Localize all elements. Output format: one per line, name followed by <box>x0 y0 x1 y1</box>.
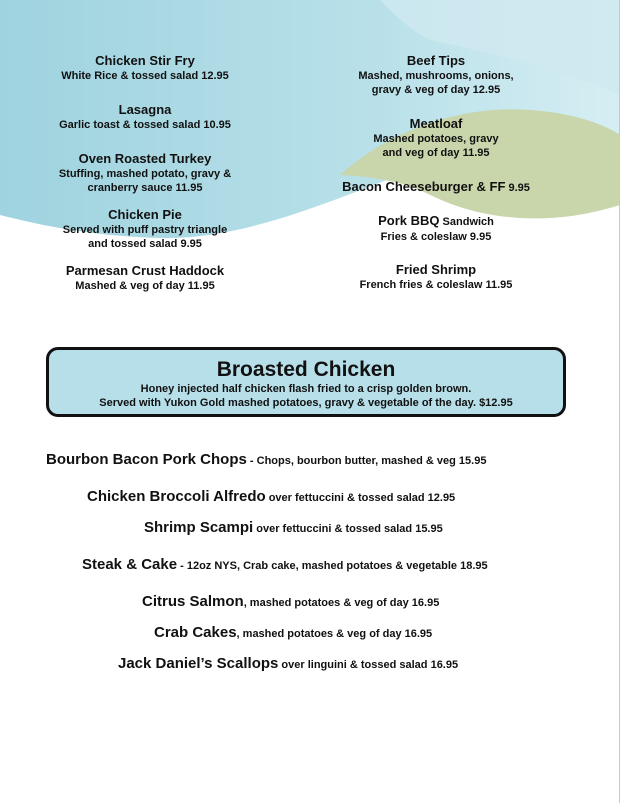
menu-item-right-3 <box>311 179 561 196</box>
special-name: Steak & Cake <box>82 556 178 573</box>
item-name: Fried Shrimp <box>395 262 477 277</box>
item-name: Chicken Stir Fry <box>95 53 195 68</box>
item-desc: and tossed salad 9.95 <box>88 238 202 250</box>
menu-item-left-1 <box>20 53 270 83</box>
item-name-suffix: Sandwich <box>439 216 494 228</box>
menu-item-left-5 <box>20 263 270 293</box>
special-name: Citrus Salmon <box>142 593 244 610</box>
item-desc: cranberry sauce 11.95 <box>87 182 203 194</box>
featured-box <box>46 347 566 417</box>
special-desc: over fettuccini & tossed salad 15.95 <box>253 523 443 535</box>
special-item <box>87 488 455 506</box>
item-name: Meatloaf <box>409 116 463 131</box>
special-desc: - 12oz NYS, Crab cake, mashed potatoes & vegetable 18.95 <box>177 560 488 572</box>
special-item <box>82 556 488 574</box>
item-name-line <box>311 213 561 230</box>
menu-item-left-4 <box>20 207 270 251</box>
item-name: Parmesan Crust Haddock <box>65 263 225 278</box>
featured-desc: Honey injected half chicken flash fried to a crisp golden brown. <box>140 383 472 395</box>
special-name: Chicken Broccoli Alfredo <box>87 488 266 505</box>
item-desc: Mashed & veg of day 11.95 <box>75 280 215 292</box>
menu-item-left-2 <box>20 102 270 132</box>
special-desc: - Chops, bourbon butter, mashed & veg 15.95 <box>246 455 487 467</box>
menu-item-right-5 <box>311 262 561 292</box>
item-desc: Served with puff pastry triangle <box>62 224 228 236</box>
special-name: Crab Cakes <box>154 624 237 641</box>
menu-item-right-1 <box>311 53 561 97</box>
menu-item-right-2 <box>311 116 561 160</box>
item-name: Beef Tips <box>406 53 466 68</box>
menu-item-left-3 <box>20 151 270 195</box>
menu-item-right-4 <box>311 213 561 244</box>
special-desc: , mashed potatoes & veg of day 16.95 <box>236 628 433 640</box>
special-desc: over fettuccini & tossed salad 12.95 <box>265 492 456 504</box>
item-name: Chicken Pie <box>108 207 182 222</box>
special-desc: , mashed potatoes & veg of day 16.95 <box>243 597 440 609</box>
featured-title: Broasted Chicken <box>216 358 396 381</box>
item-name: Pork BBQ <box>378 213 440 228</box>
special-name: Shrimp Scampi <box>144 519 254 536</box>
item-desc: Mashed, mushrooms, onions, <box>358 70 514 82</box>
item-desc: Stuffing, mashed potato, gravy & <box>58 168 232 180</box>
special-item <box>154 624 432 642</box>
item-desc: White Rice & tossed salad 12.95 <box>61 70 229 82</box>
item-desc: Garlic toast & tossed salad 10.95 <box>59 119 231 131</box>
special-name: Bourbon Bacon Pork Chops <box>46 451 247 468</box>
item-desc: French fries & coleslaw 11.95 <box>359 279 513 291</box>
special-item <box>144 519 443 537</box>
item-name-line <box>311 179 561 196</box>
special-desc: over linguini & tossed salad 16.95 <box>278 659 459 671</box>
item-price: 9.95 <box>505 182 530 194</box>
item-desc: and veg of day 11.95 <box>382 147 490 159</box>
item-name: Bacon Cheeseburger & FF <box>342 179 506 194</box>
special-item <box>142 593 439 611</box>
item-name: Oven Roasted Turkey <box>78 151 212 166</box>
special-name: Jack Daniel’s Scallops <box>118 655 279 672</box>
special-item <box>46 451 486 469</box>
featured-desc: Served with Yukon Gold mashed potatoes, gravy & vegetable of the day. $12.95 <box>99 397 513 409</box>
item-name: Lasagna <box>118 102 172 117</box>
special-item <box>118 655 458 673</box>
item-desc: Fries & coleslaw 9.95 <box>380 231 492 243</box>
item-desc: gravy & veg of day 12.95 <box>371 84 501 96</box>
item-desc: Mashed potatoes, gravy <box>373 133 499 145</box>
